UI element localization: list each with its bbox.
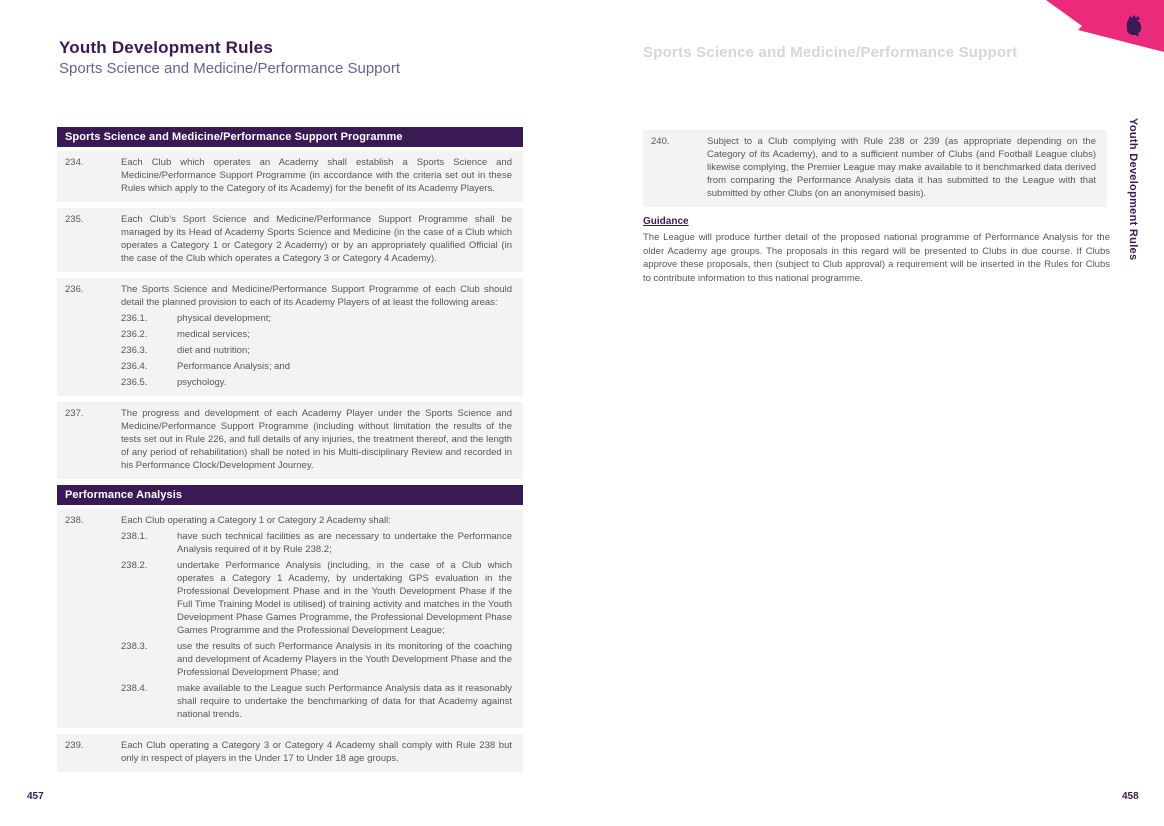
rule-234 [57,151,523,202]
left-page-header [59,38,539,77]
rule-number: 240. [651,136,670,147]
sub-rule-number: 236.1. [121,313,148,324]
sub-rule-text: Performance Analysis; and [177,361,291,372]
left-rules-column [57,127,523,778]
page-title: Youth Development Rules [59,38,273,57]
sub-rule-238-3 [121,640,512,679]
guidance-paragraph: The League will produce further detail of the proposed national programme of Performance Analysis for the older Academy age groups. The proposals in this regard will be presented to Clubs in due course. If Clubs approve these proposals, then (subject to Club approval) a requirement will be inserted in the Rules for Clubs to contribute information to this national programme. [643,232,1110,284]
right-running-header: Sports Science and Medicine/Performance Support [643,44,1018,61]
sub-rule-236-4 [121,360,512,373]
sub-rule-number: 238.3. [121,641,148,652]
sub-rule-text: medical services; [177,329,250,340]
rule-number: 235. [65,214,84,225]
page-subtitle: Sports Science and Medicine/Performance Support [59,60,401,77]
right-page-column [643,44,1110,285]
rule-237 [57,402,523,479]
sub-rule-238-2 [121,559,512,637]
rule-number: 234. [65,157,84,168]
sub-rule-text: have such technical facilities as are necessary to undertake the Performance Analysis required of it by Rule 238.2; [177,531,512,555]
sub-rule-number: 236.2. [121,329,148,340]
rule-body [121,283,512,389]
premier-league-lion-icon [1120,13,1148,41]
sub-rule-number: 236.5. [121,377,148,388]
rule-text: Subject to a Club complying with Rule 238 or 239 (as appropriate depending on the Category of its Academy), and to a sufficient number of Clubs (and Football League clubs) likewise complying, the Premier League may make available to it benchmarked data derived from comparing the Performance Analysis data it has submitted to the League with that submitted by other Clubs (on an anonymised basis). [707,136,1096,199]
rule-text: The progress and development of each Academy Player under the Sports Science and Medicine/Performance Support Programme (including without limitation the results of the tests set out in Rule 226, and full details of any injuries, the treatment thereof, and the length of any period of rehabilitation) shall be noted in his Multi-disciplinary Review and recorded in his Performance Clock/Development Journey. [121,408,512,471]
rule-text: Each Club which operates an Academy shall establish a Sports Science and Medicine/Performance Support Programme (in accordance with the criteria set out in these Rules which apply to the Category of its Academy) for the benefit of its Academy Players. [121,157,512,194]
rule-text: Each Club operating a Category 3 or Category 4 Academy shall comply with Rule 238 but only in respect of players in the Under 17 to Under 18 age groups. [121,740,512,764]
rule-number: 238. [65,515,84,526]
sub-rule-number: 236.4. [121,361,148,372]
sub-rule-text: undertake Performance Analysis (including, in the case of a Club which operates a Category 1 Academy, by undertaking GPS evaluation in the Professional Development Phase and in the Youth Development Phase if the Full Time Training Model is utilised) of training activity and matches in the Youth Development Phase Games Programme, the Professional Development Phase Games Programme and the Professional Development League; [177,560,512,636]
sub-rule-236-5 [121,376,512,389]
sub-rule-238-1 [121,530,512,556]
sub-rule-text: psychology. [177,377,227,388]
chapter-vertical-label: Youth Development Rules [1127,118,1139,261]
sub-rule-number: 238.1. [121,531,148,542]
section-header-performance-analysis: Performance Analysis [57,485,523,505]
sub-rule-number: 238.4. [121,683,148,694]
rule-text: Each Club operating a Category 1 or Category 2 Academy shall: [121,515,391,526]
rule-236 [57,278,523,396]
sub-rule-236-3 [121,344,512,357]
rule-235 [57,208,523,272]
sub-rule-text: diet and nutrition; [177,345,250,356]
rule-number: 237. [65,408,84,419]
section-header-sports-science: Sports Science and Medicine/Performance Support Programme [57,127,523,147]
rule-240 [643,130,1107,207]
sub-rule-text: physical development; [177,313,271,324]
rule-239 [57,734,523,772]
rule-text: Each Club’s Sport Science and Medicine/Performance Support Programme shall be managed by its Head of Academy Sports Science and Medicine (in the case of a Club which operates a Category 1 or Category 2 Academy) or by an appropriately qualified Official (in the case of the Club which operates a Category 3 or Category 4 Academy). [121,214,512,264]
sub-rule-236-1 [121,312,512,325]
rule-text: The Sports Science and Medicine/Performance Support Programme of each Club should detail the planned provision to each of its Academy Players of at least the following areas: [121,284,512,308]
rule-number: 239. [65,740,84,751]
sub-rule-number: 238.2. [121,560,148,571]
rule-number: 236. [65,284,84,295]
sub-rule-236-2 [121,328,512,341]
sub-rule-238-4 [121,682,512,721]
rule-238 [57,509,523,728]
sub-rule-text: make available to the League such Performance Analysis data as it reasonably shall require to undertake the benchmarking of data for that Academy against national trends. [177,683,512,720]
rule-body [121,514,512,721]
sub-rule-text: use the results of such Performance Analysis in its monitoring of the coaching and development of Academy Players in the Youth Development Phase and the Professional Development Phase; and [177,641,512,678]
page-number-right: 458 [1122,791,1139,802]
page-number-left: 457 [27,791,44,802]
sub-rule-number: 236.3. [121,345,148,356]
guidance-heading: Guidance [643,216,689,227]
